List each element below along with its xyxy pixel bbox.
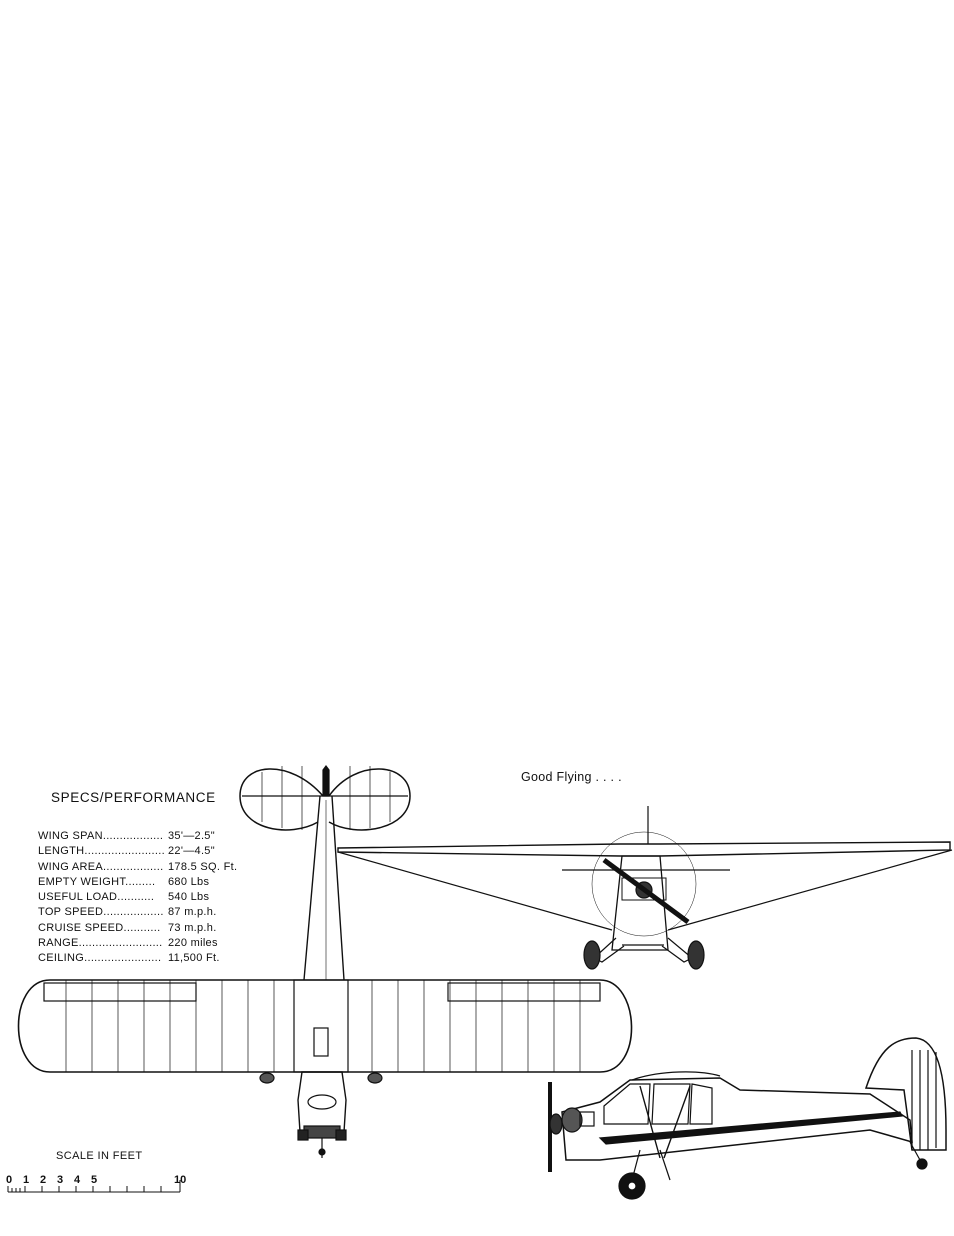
spec-label: EMPTY WEIGHT......... (38, 875, 156, 888)
scale-labels (6, 1174, 186, 1186)
spec-label: WING SPAN.................. (38, 830, 164, 842)
spec-label: CEILING....................... (38, 952, 162, 965)
spec-row (38, 905, 237, 920)
nose-top (298, 1072, 346, 1132)
scale-label-3: 3 (57, 1174, 64, 1186)
spec-value: 540 Lbs (168, 891, 210, 904)
spec-label: CRUISE SPEED........... (38, 921, 161, 934)
fuselage-top (304, 796, 344, 980)
spec-row (38, 875, 237, 890)
spec-label: TOP SPEED.................. (38, 906, 164, 919)
scale-label-2: 2 (40, 1174, 47, 1186)
scale-label-5: 5 (91, 1174, 98, 1186)
front-wing (338, 842, 950, 856)
caption: Good Flying . . . . (521, 770, 622, 784)
spec-label: WING AREA.................. (38, 860, 164, 873)
spec-value: 35'—2.5" (168, 830, 215, 842)
spec-value: 73 m.p.h. (168, 921, 217, 934)
specs-table (38, 829, 237, 967)
spec-label: USEFUL LOAD........... (38, 891, 155, 904)
spec-row (38, 829, 237, 844)
spec-row (38, 921, 237, 936)
main-wing (19, 980, 632, 1072)
spec-row (38, 844, 237, 859)
scale-label-4: 4 (74, 1174, 81, 1186)
spec-row (38, 860, 237, 875)
spec-value: 178.5 SQ. Ft. (168, 860, 238, 873)
vertical-tail (866, 1038, 946, 1150)
spec-value: 220 miles (168, 937, 218, 950)
scale-title: SCALE IN FEET (56, 1150, 143, 1162)
side-view (550, 1038, 946, 1199)
front-view (338, 806, 952, 969)
three-view-drawing (0, 740, 954, 1236)
scale-label-0: 0 (6, 1174, 13, 1186)
spec-value: 680 Lbs (168, 875, 210, 888)
spec-label: RANGE......................... (38, 937, 163, 950)
scale-label-1: 1 (23, 1174, 30, 1186)
wing-ribs (66, 980, 580, 1072)
spec-row (38, 951, 237, 966)
specs-title: SPECS/PERFORMANCE (51, 790, 216, 805)
spec-value: 87 m.p.h. (168, 906, 217, 919)
spec-row (38, 936, 237, 951)
scale-label-10: 10 (174, 1174, 187, 1186)
spec-label: LENGTH........................ (38, 845, 165, 858)
spec-value: 11,500 Ft. (168, 952, 220, 965)
spec-row (38, 890, 237, 905)
spec-value: 22'—4.5" (168, 845, 215, 858)
